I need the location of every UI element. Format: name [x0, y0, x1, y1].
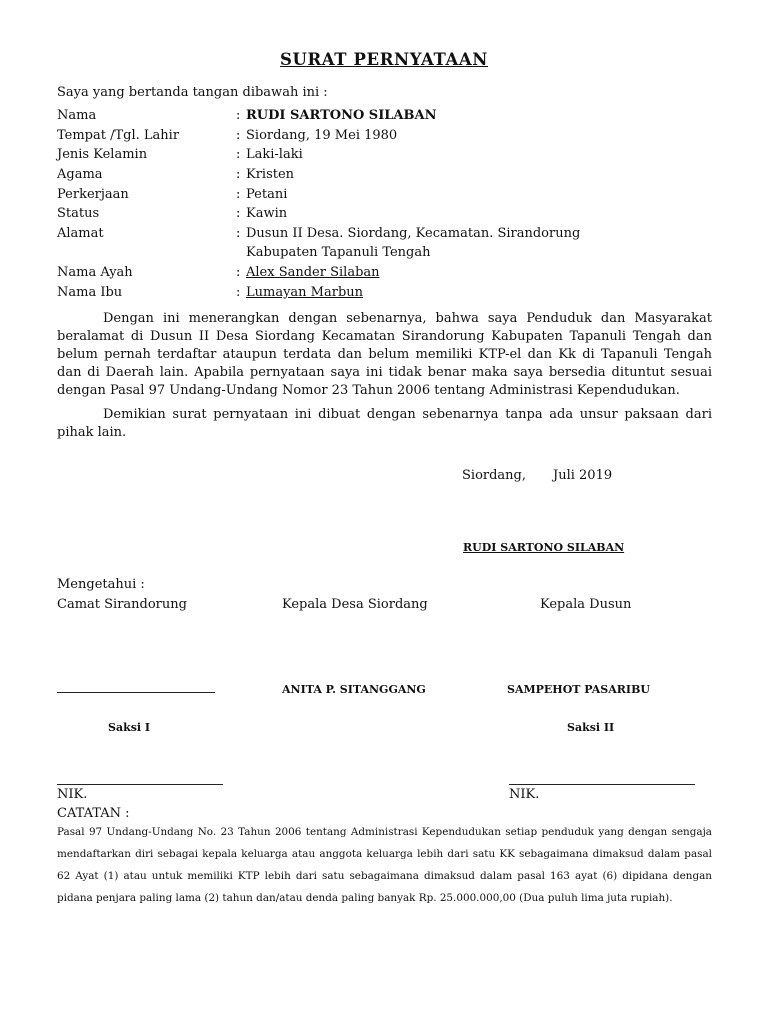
- field-label-jenis-kelamin: Jenis Kelamin: [57, 147, 148, 162]
- saksi-1-signature-line: [57, 784, 223, 785]
- note-title: CATATAN :: [57, 806, 130, 821]
- saksi-2-label: Saksi II: [567, 721, 615, 734]
- kepala-dusun-name: SAMPEHOT PASARIBU: [507, 683, 650, 696]
- place-text: Siordang,: [462, 468, 527, 483]
- field-colon: :: [236, 147, 241, 162]
- field-colon: :: [236, 285, 241, 300]
- field-colon: :: [236, 128, 241, 143]
- field-colon: :: [236, 187, 241, 202]
- saksi-2-signature-line: [509, 784, 695, 785]
- field-label-pekerjaan: Perkerjaan: [57, 187, 129, 202]
- field-colon: :: [236, 108, 241, 123]
- note-text: Pasal 97 Undang-Undang No. 23 Tahun 2006 tentang Administrasi Kependudukan setiap penduduk yang dengan sengaja mendaftarkan diri sebagai kepala keluarga atau anggota keluarga lebih dari satu KK sebagaimana dimaksud dalam pasal 62 Ayat (1) atau untuk memiliki KTP lebih dari satu sebagaimana dimaksud dalam pasal 163 ayat (6) dipidana dengan pidana penjara paling lama (2) tahun dan/atau denda paling banyak Rp. 25.000.000,00 (Dua puluh lima juta rupiah).: [57, 826, 712, 904]
- nik-2-label: NIK.: [509, 787, 540, 802]
- camat-title: Camat Sirandorung: [57, 597, 187, 612]
- field-value-nama-ayah: Alex Sander Silaban: [246, 265, 380, 280]
- field-colon: :: [236, 226, 241, 241]
- field-label-ttl: Tempat /Tgl. Lahir: [57, 128, 180, 143]
- closing-paragraph: Demikian surat pernyataan ini dibuat dengan sebenarnya tanpa ada unsur paksaan dari pihak lain.: [57, 407, 712, 440]
- kepala-desa-title: Kepala Desa Siordang: [282, 597, 428, 612]
- field-value-status: Kawin: [246, 206, 288, 221]
- field-colon: :: [236, 265, 241, 280]
- field-value-pekerjaan: Petani: [246, 187, 288, 202]
- field-label-agama: Agama: [57, 167, 103, 182]
- field-value-alamat-line2: Kabupaten Tapanuli Tengah: [246, 245, 431, 260]
- field-label-nama-ayah: Nama Ayah: [57, 265, 133, 280]
- nik-1-label: NIK.: [57, 787, 88, 802]
- field-label-alamat: Alamat: [57, 226, 104, 241]
- field-value-nama-ibu: Lumayan Marbun: [246, 285, 364, 300]
- field-label-nama: Nama: [57, 108, 97, 123]
- saksi-1-label: Saksi I: [108, 721, 151, 734]
- field-value-agama: Kristen: [246, 167, 295, 182]
- field-value-jenis-kelamin: Laki-laki: [246, 147, 303, 162]
- document-title: SURAT PERNYATAAN: [279, 50, 488, 69]
- statement-paragraph: Dengan ini menerangkan dengan sebenarnya, bahwa saya Penduduk dan Masyarakat beralamat di Dusun II Desa Siordang Kecamatan Sirandorung Kabupaten Tapanuli Tengah dan belum pernah terdaftar ataupun terdata dan belum memiliki KTP-el dan Kk di Tapanuli Tengah dan di Daerah lain. Apabila pernyataan saya ini tidak benar maka saya bersedia dituntut sesuai dengan Pasal 97 Undang-Undang Nomor 23 Tahun 2006 tentang Administrasi Kependudukan.: [57, 311, 712, 398]
- field-value-ttl: Siordang, 19 Mei 1980: [246, 128, 398, 143]
- kepala-dusun-title: Kepala Dusun: [540, 597, 632, 612]
- field-label-nama-ibu: Nama Ibu: [57, 285, 123, 300]
- date-text: Juli 2019: [553, 468, 613, 483]
- acknowledge-label: Mengetahui :: [57, 577, 145, 592]
- camat-signature-line: [57, 692, 215, 693]
- field-value-alamat: Dusun II Desa. Siordang, Kecamatan. Sirandorung: [246, 226, 581, 241]
- intro-text: Saya yang bertanda tangan dibawah ini :: [57, 85, 328, 100]
- field-value-nama: RUDI SARTONO SILABAN: [246, 108, 437, 123]
- field-label-status: Status: [57, 206, 100, 221]
- kepala-desa-name: ANITA P. SITANGGANG: [282, 683, 426, 696]
- field-colon: :: [236, 206, 241, 221]
- field-colon: :: [236, 167, 241, 182]
- signer-name: RUDI SARTONO SILABAN: [463, 541, 625, 554]
